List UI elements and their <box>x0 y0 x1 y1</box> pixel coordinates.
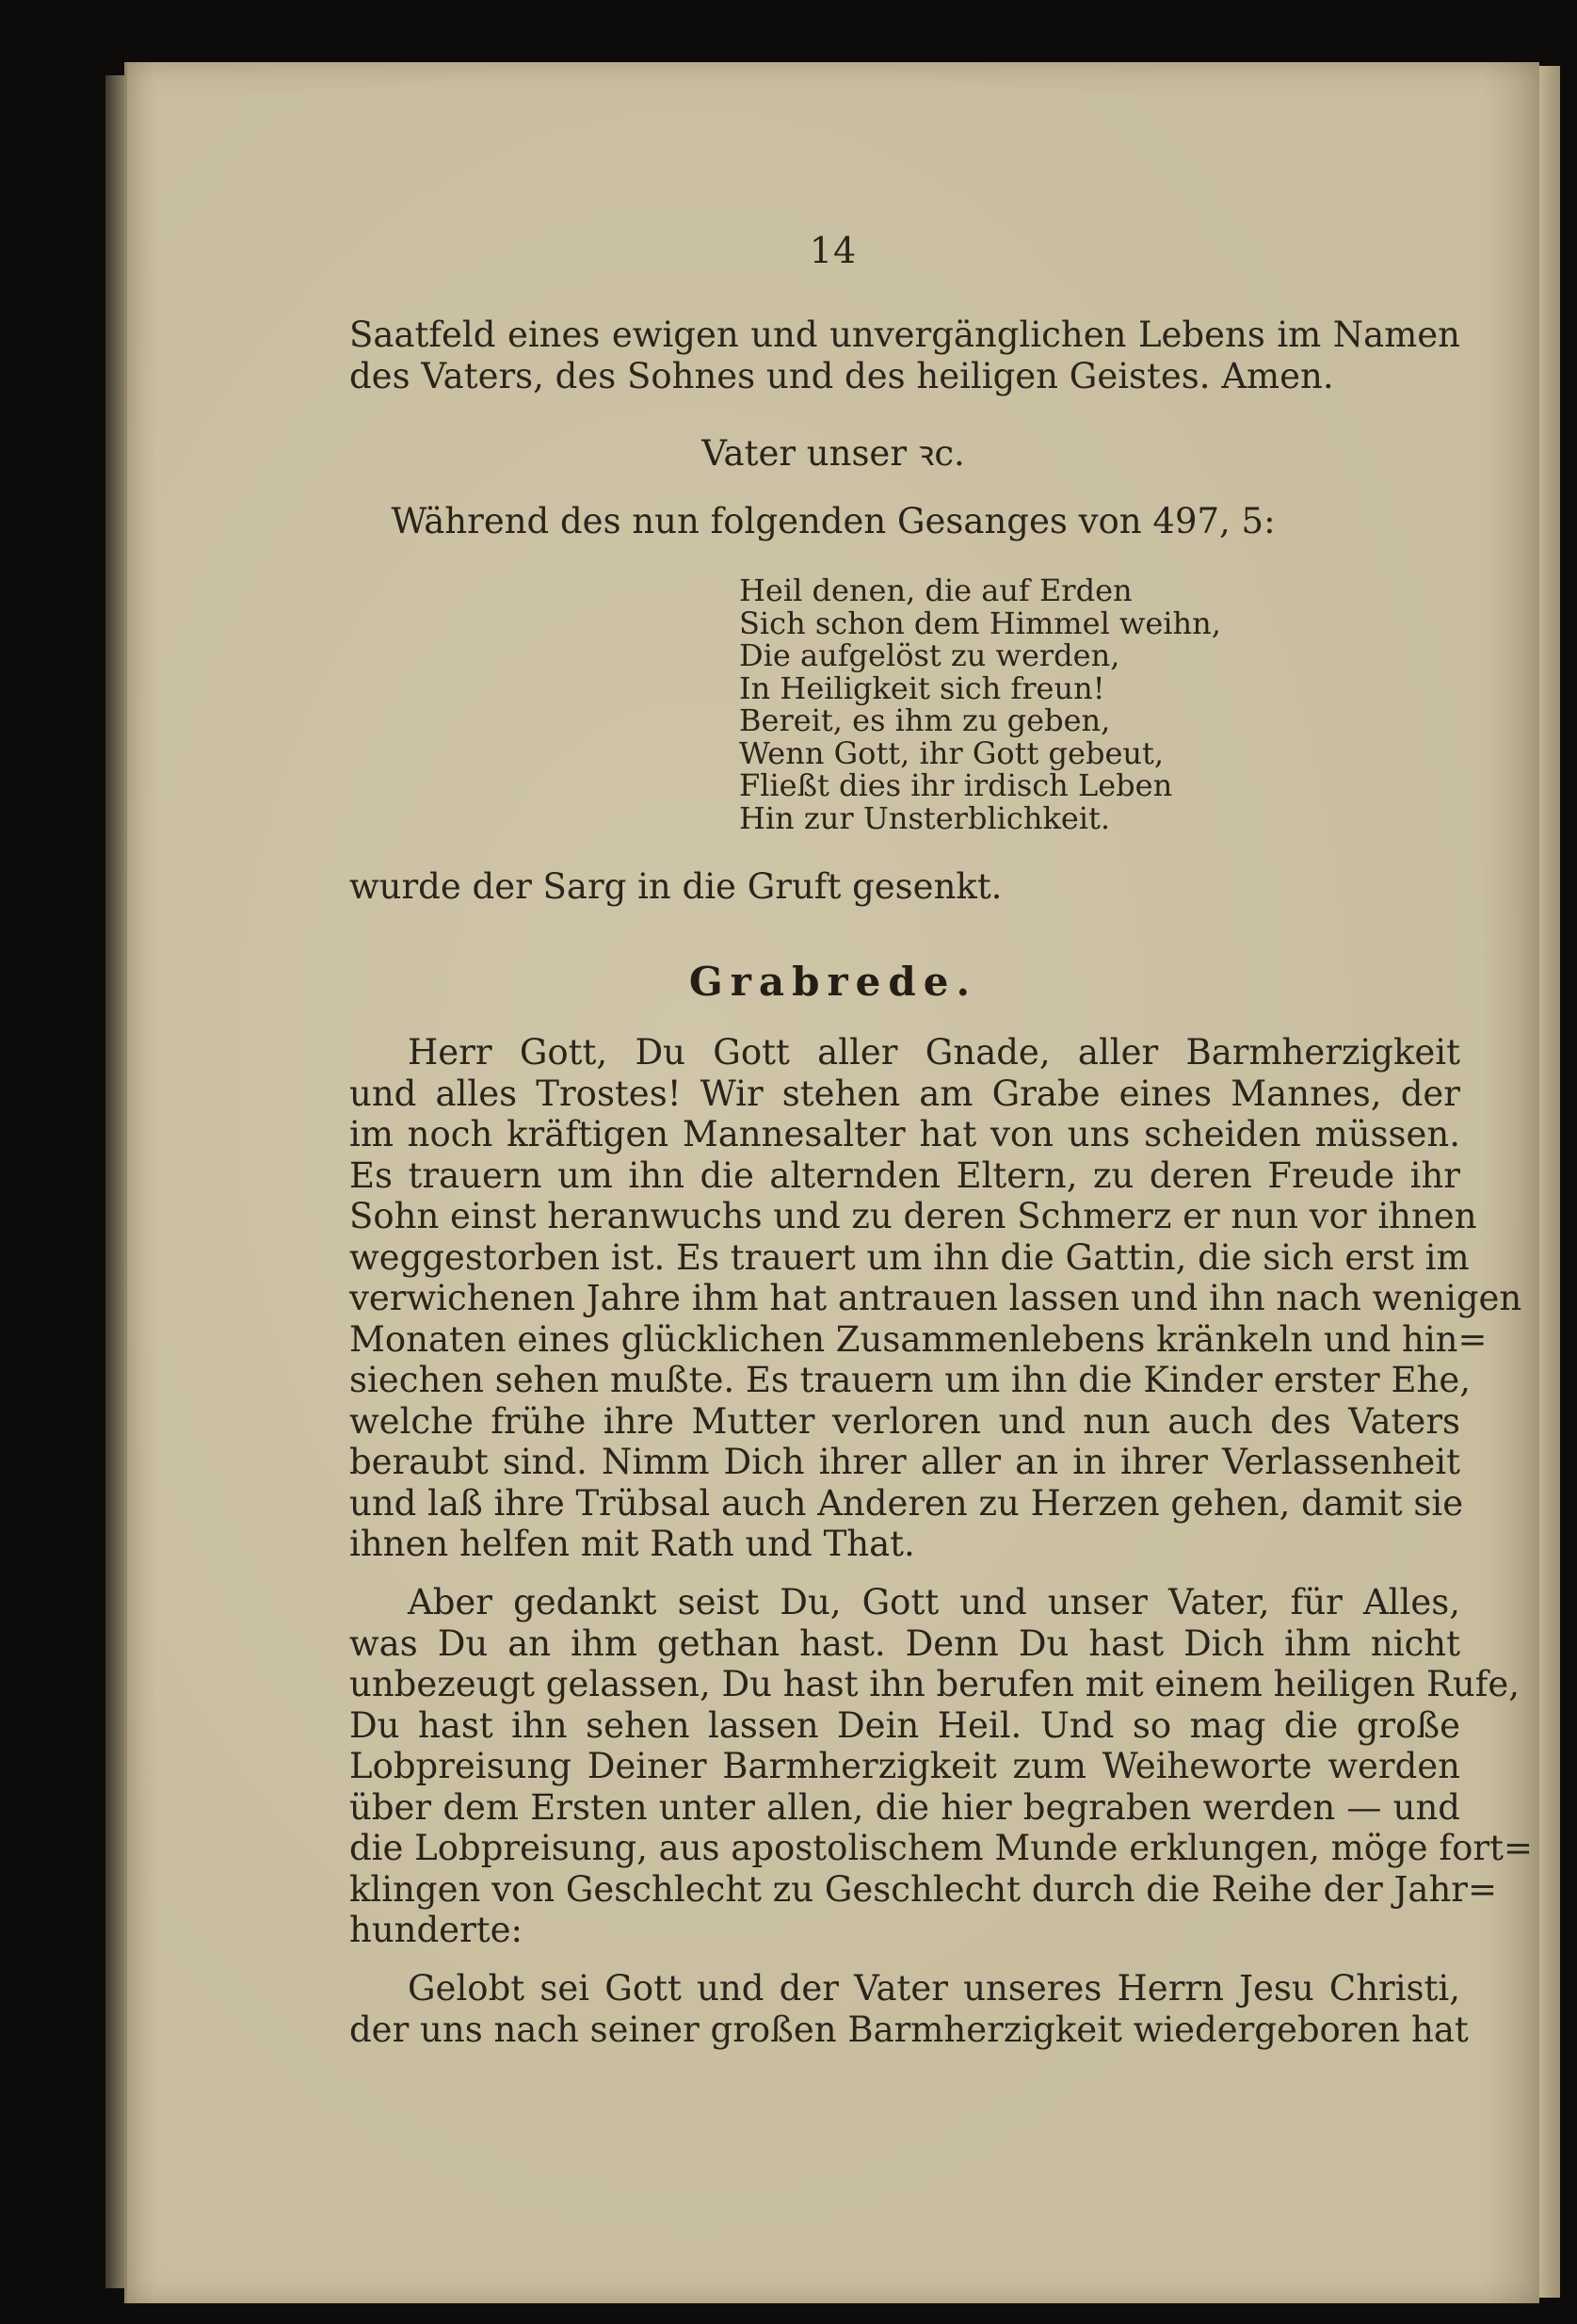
text-line: unbezeugt gelassen, Du hast ihn berufen mit einem heiligen Rufe, <box>349 1664 1521 1704</box>
verse-line: Sich schon dem Himmel weihn, <box>739 605 1221 641</box>
prayer-line: Vater unser ꝛc. <box>701 433 965 474</box>
text-line: und laß ihre Trübsal auch Anderen zu Herzen gehen, damit sie <box>349 1482 1464 1524</box>
text-line: Lobpreisung Deiner Barmherzigkeit zum Weiheworte werden <box>349 1746 1460 1786</box>
text-line: der uns nach seiner großen Barmherzigkeit wiedergeboren hat <box>349 2009 1469 2050</box>
text-line: des Vaters, des Sohnes und des heiligen Geistes. Amen. <box>349 355 1334 396</box>
text-line: hunderte: <box>349 1910 523 1950</box>
hymn-verse <box>739 574 1229 834</box>
verse-line: Wenn Gott, ihr Gott gebeut, <box>739 734 1165 771</box>
text-line: ihnen helfen mit Rath und That. <box>349 1524 915 1564</box>
text-line: Aber gedankt seist Du, Gott und unser Vater, für Alles, <box>408 1582 1460 1622</box>
text-line: klingen von Geschlecht zu Geschlecht durch die Reihe der Jahr= <box>349 1868 1497 1910</box>
paragraph-3 <box>349 1968 1469 2050</box>
song-intro: Während des nun folgenden Gesanges von 497, 5: <box>391 501 1276 541</box>
text-line: Saatfeld eines ewigen und unvergänglichen Lebens im Namen <box>349 315 1460 355</box>
paragraph-2 <box>349 1582 1533 1951</box>
text-line: weggestorben ist. Es trauert um ihn die Gattin, die sich erst im <box>349 1236 1470 1278</box>
text-line: Du hast ihn sehen lassen Dein Heil. Und so mag die große <box>349 1704 1460 1746</box>
text-line: über dem Ersten unter allen, die hier begraben werden — und <box>349 1786 1460 1828</box>
text-line: welche frühe ihre Mutter verloren und nun auch des Vaters <box>349 1400 1460 1442</box>
coffin-line-block <box>349 866 1084 908</box>
verse-line: In Heiligkeit sich freun! <box>739 670 1105 706</box>
text-line: Monaten eines glücklichen Zusammenlebens kränkeln und hin= <box>349 1318 1488 1360</box>
section-heading: Grabrede. <box>688 959 978 1005</box>
text-line: verwichenen Jahre ihm hat antrauen lassen und ihn nach wenigen <box>349 1278 1522 1318</box>
text-line: und alles Trostes! Wir stehen am Grabe eines Mannes, der <box>349 1073 1460 1114</box>
text-line: im noch kräftigen Mannesalter hat von uns scheiden müssen. <box>349 1114 1460 1154</box>
book-spine-shadow <box>105 75 126 2288</box>
verse-line: Die aufgelöst zu werden, <box>739 637 1120 673</box>
verse-line: Fließt dies ihr irdisch Leben <box>739 767 1173 803</box>
text-line: Gelobt sei Gott und der Vater unseres Herrn Jesu Christi, <box>408 1968 1460 2009</box>
verse-line: Bereit, es ihm zu geben, <box>739 702 1111 738</box>
intro-paragraph <box>349 315 1460 396</box>
text-line: beraubt sind. Nimm Dich ihrer aller an in ihrer Verlassenheit <box>349 1442 1460 1482</box>
verse-line: Heil denen, die auf Erden <box>739 573 1133 608</box>
page-number: 14 <box>809 230 858 271</box>
text-line: Sohn einst heranwuchs und zu deren Schmerz er nun vor ihnen <box>349 1196 1477 1236</box>
text-line: die Lobpreisung, aus apostolischem Munde erklungen, möge fort= <box>349 1828 1533 1868</box>
verse-line: Hin zur Unsterblichkeit. <box>739 799 1111 836</box>
book-page <box>124 62 1539 2303</box>
coffin-line: wurde der Sarg in die Gruft gesenkt. <box>349 866 1003 907</box>
text-line: Herr Gott, Du Gott aller Gnade, aller Barmherzigkeit <box>408 1032 1460 1073</box>
text-line: Es trauern um ihn die alternden Eltern, zu deren Freude ihr <box>349 1154 1460 1196</box>
paragraph-1 <box>349 1032 1522 1565</box>
text-line: siechen sehen mußte. Es trauern um ihn die Kinder erster Ehe, <box>349 1360 1471 1400</box>
text-line: was Du an ihm gethan hast. Denn Du hast Dich ihm nicht <box>349 1622 1460 1664</box>
